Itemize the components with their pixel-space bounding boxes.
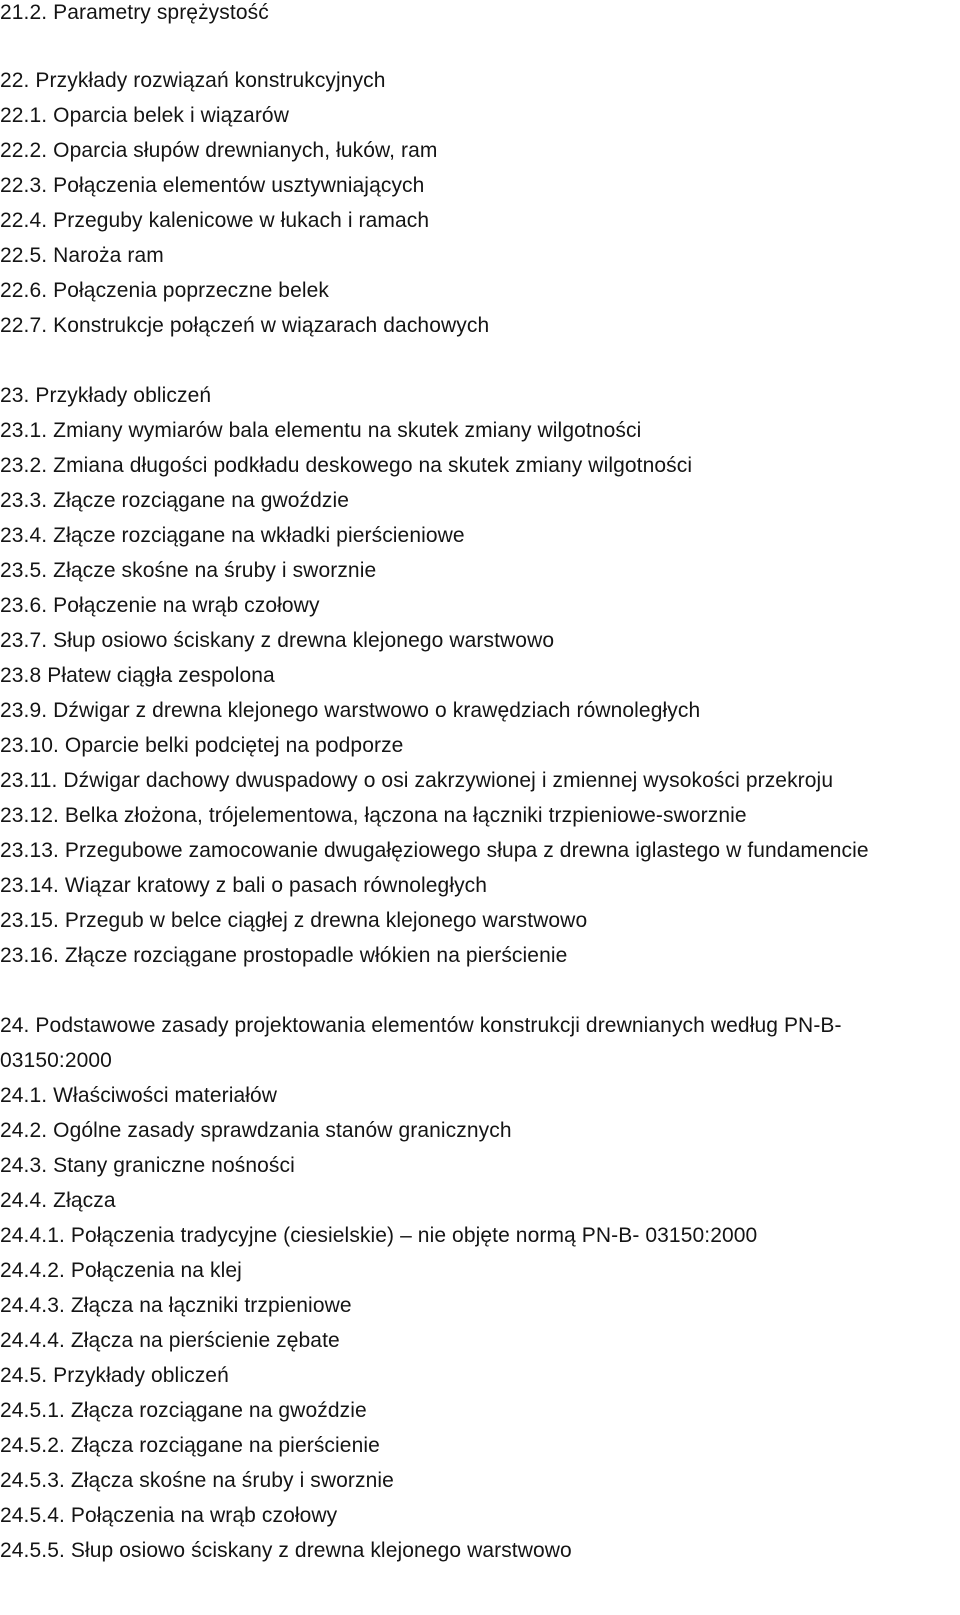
toc-heading-24: 24. Podstawowe zasady projektowania elementów konstrukcji drewnianych według PN-B- — [0, 1014, 842, 1037]
toc-entry-23-16: 23.16. Złącze rozciągane prostopadle włókien na pierścienie — [0, 944, 568, 967]
toc-entry-24-4: 24.4. Złącza — [0, 1189, 116, 1212]
toc-entry-22-5: 22.5. Naroża ram — [0, 244, 164, 267]
toc-heading-23: 23. Przykłady obliczeń — [0, 384, 212, 407]
toc-entry-22-3: 22.3. Połączenia elementów usztywniających — [0, 174, 425, 197]
toc-entry-21-2: 21.2. Parametry sprężystość — [0, 1, 269, 24]
toc-entry-24-5: 24.5. Przykłady obliczeń — [0, 1364, 229, 1387]
toc-entry-22-1: 22.1. Oparcia belek i wiązarów — [0, 104, 289, 127]
toc-entry-23-7: 23.7. Słup osiowo ściskany z drewna klejonego warstwowo — [0, 629, 555, 652]
toc-entry-24-4-4: 24.4.4. Złącza na pierścienie zębate — [0, 1329, 340, 1352]
toc-entry-24-5-4: 24.5.4. Połączenia na wrąb czołowy — [0, 1504, 338, 1527]
toc-entry-24-5-3: 24.5.3. Złącza skośne na śruby i sworznie — [0, 1469, 394, 1492]
toc-entry-23-15: 23.15. Przegub w belce ciągłej z drewna klejonego warstwowo — [0, 909, 588, 932]
toc-entry-24-5-2: 24.5.2. Złącza rozciągane na pierścienie — [0, 1434, 380, 1457]
toc-entry-23-10: 23.10. Oparcie belki podciętej na podporze — [0, 734, 404, 757]
toc-entry-22-7: 22.7. Konstrukcje połączeń w wiązarach dachowych — [0, 314, 490, 337]
toc-entry-23-8: 23.8 Płatew ciągła zespolona — [0, 664, 275, 687]
toc-entry-23-1: 23.1. Zmiany wymiarów bala elementu na skutek zmiany wilgotności — [0, 419, 642, 442]
toc-heading-22: 22. Przykłady rozwiązań konstrukcyjnych — [0, 69, 386, 92]
toc-entry-23-14: 23.14. Wiązar kratowy z bali o pasach równoległych — [0, 874, 488, 897]
toc-entry-24-1: 24.1. Właściwości materiałów — [0, 1084, 278, 1107]
toc-entry-23-13: 23.13. Przegubowe zamocowanie dwugałęziowego słupa z drewna iglastego w fundamencie — [0, 839, 869, 862]
toc-entry-24-4-1: 24.4.1. Połączenia tradycyjne (ciesielskie) – nie objęte normą PN-B- 03150:2000 — [0, 1224, 758, 1247]
toc-entry-24-4-2: 24.4.2. Połączenia na klej — [0, 1259, 242, 1282]
toc-entry-23-11: 23.11. Dźwigar dachowy dwuspadowy o osi zakrzywionej i zmiennej wysokości przekroju — [0, 769, 834, 792]
toc-heading-24-continued: 03150:2000 — [0, 1049, 112, 1072]
toc-entry-24-3: 24.3. Stany graniczne nośności — [0, 1154, 295, 1177]
toc-entry-23-2: 23.2. Zmiana długości podkładu deskowego na skutek zmiany wilgotności — [0, 454, 693, 477]
toc-entry-23-6: 23.6. Połączenie na wrąb czołowy — [0, 594, 320, 617]
toc-entry-23-5: 23.5. Złącze skośne na śruby i sworznie — [0, 559, 377, 582]
toc-entry-24-5-1: 24.5.1. Złącza rozciągane na gwoździe — [0, 1399, 367, 1422]
toc-entry-24-5-5: 24.5.5. Słup osiowo ściskany z drewna klejonego warstwowo — [0, 1539, 572, 1562]
toc-entry-23-9: 23.9. Dźwigar z drewna klejonego warstwowo o krawędziach równoległych — [0, 699, 701, 722]
toc-entry-23-12: 23.12. Belka złożona, trójelementowa, łączona na łączniki trzpieniowe-sworznie — [0, 804, 747, 827]
toc-entry-24-2: 24.2. Ogólne zasady sprawdzania stanów granicznych — [0, 1119, 512, 1142]
toc-entry-23-3: 23.3. Złącze rozciągane na gwoździe — [0, 489, 350, 512]
toc-entry-22-6: 22.6. Połączenia poprzeczne belek — [0, 279, 330, 302]
toc-entry-24-4-3: 24.4.3. Złącza na łączniki trzpieniowe — [0, 1294, 352, 1317]
toc-entry-23-4: 23.4. Złącze rozciągane na wkładki pierścieniowe — [0, 524, 465, 547]
toc-entry-22-4: 22.4. Przeguby kalenicowe w łukach i ramach — [0, 209, 430, 232]
toc-entry-22-2: 22.2. Oparcia słupów drewnianych, łuków, ram — [0, 139, 438, 162]
